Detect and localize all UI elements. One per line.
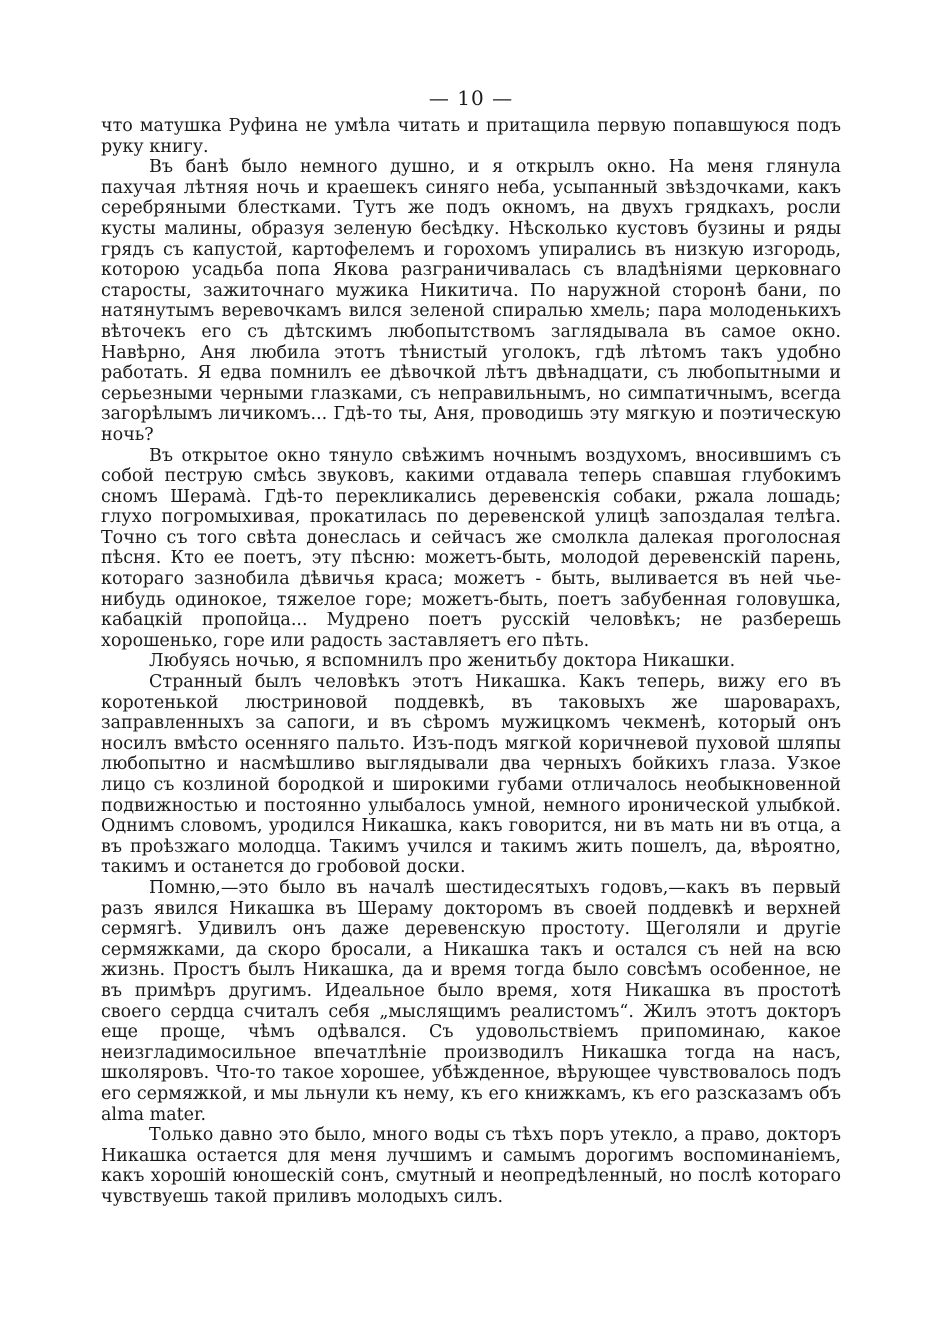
paragraph: Въ банѣ было немного душно, и я открылъ окно. На меня глянула пахучая лѣтняя ночь и краешекъ синяго неба, усыпанный звѣздочками, какъ серебряными блестками. Тутъ же подъ окномъ, на двухъ грядкахъ, росли кусты малины, образуя зеленую бесѣдку. Нѣсколько кустовъ бузины и ряды грядъ съ капустой, картофелемъ и горохомъ упирались въ низкую изгородь, которою усадьба попа Якова разграничивалась съ владѣніями церковнаго старосты, зажиточнаго мужика Никитича. По наружной сторонѣ бани, по натянутымъ веревочкамъ вился зеленой спиралью хмель; пара молоденькихъ вѣточекъ его съ дѣтскимъ любопытствомъ заглядывала въ самое окно. Навѣрно, Аня любила этотъ тѣнистый уголокъ, гдѣ лѣтомъ такъ удобно работать. Я едва помнилъ ее дѣвочкой лѣтъ двѣнадцати, съ любопытными и серьезными черными глазками, съ неправильнымъ, но симпатичнымъ, всегда загорѣлымъ личикомъ... Гдѣ-то ты, Аня, проводишь эту мягкую и поэтическую ночь? xyxy=(101,157,841,445)
paragraph-continued: что матушка Руфина не умѣла читать и притащила первую попавшуюся подъ руку книгу. xyxy=(101,116,841,157)
paragraph: Помню,—это было въ началѣ шестидесятыхъ годовъ,—какъ въ первый разъ явился Никашка въ Шераму докторомъ въ своей поддевкѣ и верхней сермягѣ. Удивилъ онъ даже деревенскую простоту. Щеголяли и другіе сермяжками, да скоро бросали, а Никашка такъ и остался съ ней на всю жизнь. Простъ былъ Никашка, да и время тогда было совсѣмъ особенное, не въ примѣръ другимъ. Идеальное было время, хотя Никашка въ простотѣ своего сердца считалъ себя „мыслящимъ реалистомъ“. Жилъ этотъ докторъ еще проще, чѣмъ одѣвался. Съ удовольствіемъ припоминаю, какое неизгладимосильное впечатлѣніе производилъ Никашка тогда на насъ, школяровъ. Что-то такое хорошее, убѣжденное, вѣрующее чувствовалось подъ его сермяжкой, и мы льнули къ нему, къ его книжкамъ, къ его разсказамъ объ alma mater. xyxy=(101,877,841,1125)
body-text xyxy=(101,116,841,1207)
paragraph: Только давно это было, много воды съ тѣхъ поръ утекло, а право, докторъ Никашка остается для меня лучшимъ и самымъ дорогимъ воспоминаніемъ, какъ хорошій юношескій сонъ, смутный и неопредѣленный, но послѣ котораго чувствуешь такой приливъ молодыхъ силъ. xyxy=(101,1125,841,1207)
page-number: — 10 — xyxy=(428,86,514,110)
paragraph: Любуясь ночью, я вспомнилъ про женитьбу доктора Никашки. xyxy=(149,651,736,672)
paragraph: Въ открытое окно тянуло свѣжимъ ночнымъ воздухомъ, вносившимъ съ собой пеструю смѣсь звуковъ, какими отдавала теперь спавшая глубокимъ сномъ Шерамà. Гдѣ-то перекликались деревенскія собаки, ржала лошадь; глухо погромыхивая, прокатилась по деревенской улицѣ запоздалая телѣга. Точно съ того свѣта донеслась и сейчасъ же смолкла далекая проголосная пѣсня. Кто ее поетъ, эту пѣсню: можетъ-быть, молодой деревенскій парень, котораго зазнобила дѣвичья краса; можетъ - быть, выливается въ ней чье-нибудь одинокое, тяжелое горе; можетъ-быть, поетъ забубенная головушка, кабацкій пропойца... Мудрено поетъ русскій человѣкъ; не разберешь хорошенько, горе или радость заставляетъ его пѣть. xyxy=(101,445,841,651)
book-page xyxy=(101,86,841,1207)
paragraph: Странный былъ человѣкъ этотъ Никашка. Какъ теперь, вижу его въ коротенькой люстриновой поддевкѣ, въ таковыхъ же шароварахъ, заправленныхъ за сапоги, и въ сѣромъ мужицкомъ чекменѣ, который онъ носилъ вмѣсто осенняго пальто. Изъ-подъ мягкой коричневой пуховой шляпы любопытно и насмѣшливо выглядывали два черныхъ бойкихъ глаза. Узкое лицо съ козлиной бородкой и широкими губами отличалось необыкновенной подвижностью и постоянно улыбалось умной, немного иронической улыбкой. Однимъ словомъ, уродился Никашка, какъ говорится, ни въ мать ни въ отца, а въ проѣзжаго молодца. Такимъ учился и такимъ жить пошелъ, да, вѣроятно, такимъ и останется до гробовой доски. xyxy=(101,672,841,878)
